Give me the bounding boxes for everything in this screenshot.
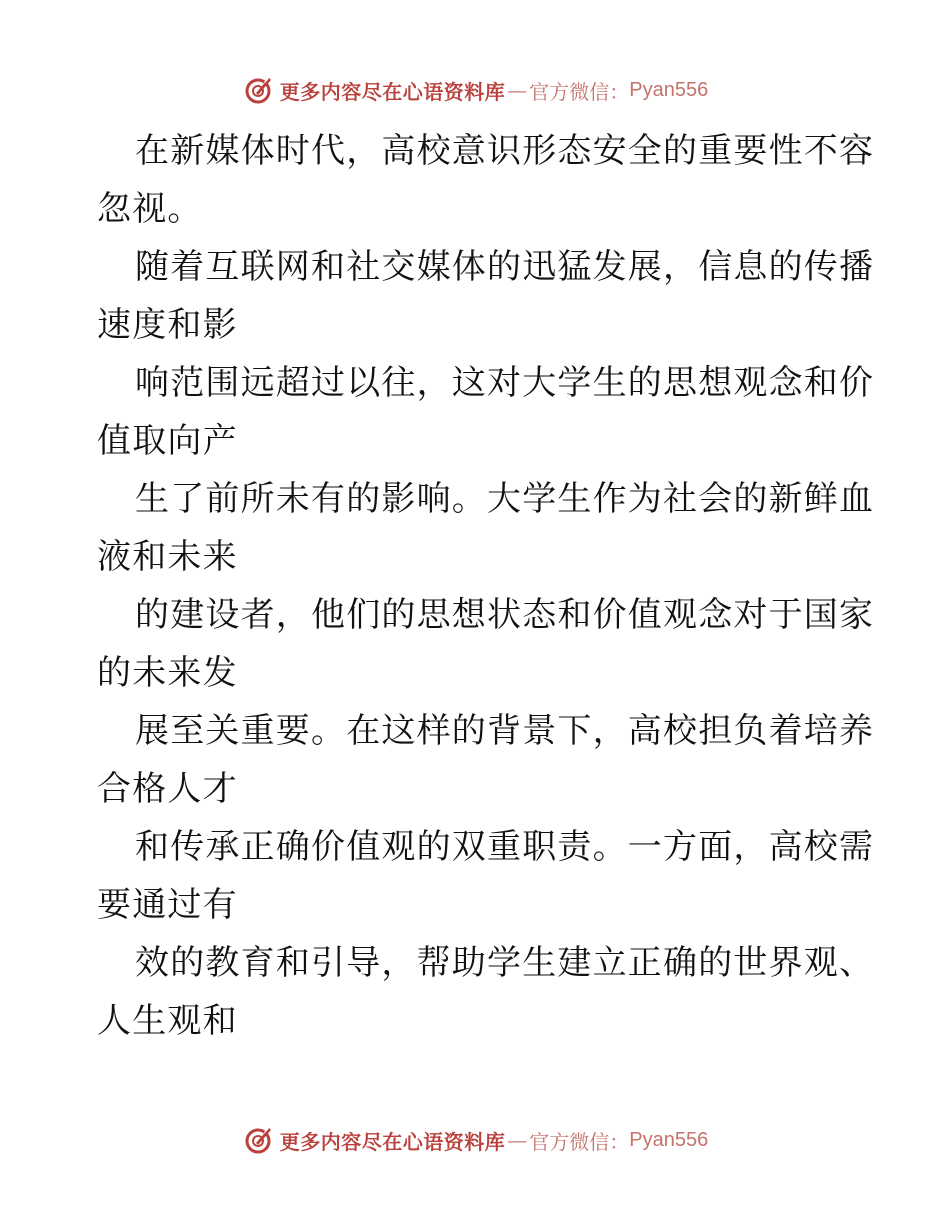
paragraph-first-line: 效的教育和引导，帮助学生建立正确的世界观、 — [135, 943, 875, 983]
paragraph — [97, 702, 875, 818]
banner-site-text: 更多内容尽在心语资料库 — [279, 79, 506, 104]
paragraph-first-line: 的建设者，他们的思想状态和价值观念对于国家 — [135, 595, 875, 635]
header-banner — [0, 70, 950, 110]
paragraph-first-line: 响范围远超过以往，这对大学生的思想观念和价 — [135, 363, 875, 403]
paragraph — [97, 122, 875, 238]
banner-dash: — — [507, 78, 528, 102]
quill-pen-circle-icon — [242, 1124, 274, 1156]
banner-wechat-id: Pyan556 — [629, 1128, 709, 1151]
paragraph-continuation: 液和未来 — [97, 537, 238, 577]
paragraph — [97, 586, 875, 702]
banner-dash: — — [507, 1128, 528, 1152]
paragraph-first-line: 展至关重要。在这样的背景下，高校担负着培养 — [135, 711, 875, 751]
paragraph-continuation: 值取向产 — [97, 421, 238, 461]
banner-label: 官方微信： — [529, 1129, 630, 1154]
banner-label: 官方微信： — [529, 79, 630, 104]
footer-banner — [0, 1120, 950, 1160]
paragraph — [97, 238, 875, 354]
paragraph — [97, 934, 875, 1050]
paragraph-continuation: 要通过有 — [97, 885, 238, 925]
paragraph-continuation: 的未来发 — [97, 653, 238, 693]
banner-wechat-id: Pyan556 — [629, 78, 709, 101]
banner-site-text: 更多内容尽在心语资料库 — [279, 1129, 506, 1154]
paragraph-continuation: 人生观和 — [97, 1001, 238, 1041]
paragraph — [97, 818, 875, 934]
paragraph-first-line: 在新媒体时代，高校意识形态安全的重要性不容 — [135, 131, 875, 171]
quill-pen-circle-icon — [242, 74, 274, 106]
paragraph — [97, 470, 875, 586]
paragraph-continuation: 忽视。 — [97, 189, 203, 229]
paragraph-first-line: 生了前所未有的影响。大学生作为社会的新鲜血 — [135, 479, 875, 519]
document-body — [97, 122, 875, 1050]
paragraph-first-line: 和传承正确价值观的双重职责。一方面，高校需 — [135, 827, 875, 867]
paragraph-continuation: 合格人才 — [97, 769, 238, 809]
paragraph — [97, 354, 875, 470]
paragraph-first-line: 随着互联网和社交媒体的迅猛发展，信息的传播 — [135, 247, 875, 287]
paragraph-continuation: 速度和影 — [97, 305, 238, 345]
